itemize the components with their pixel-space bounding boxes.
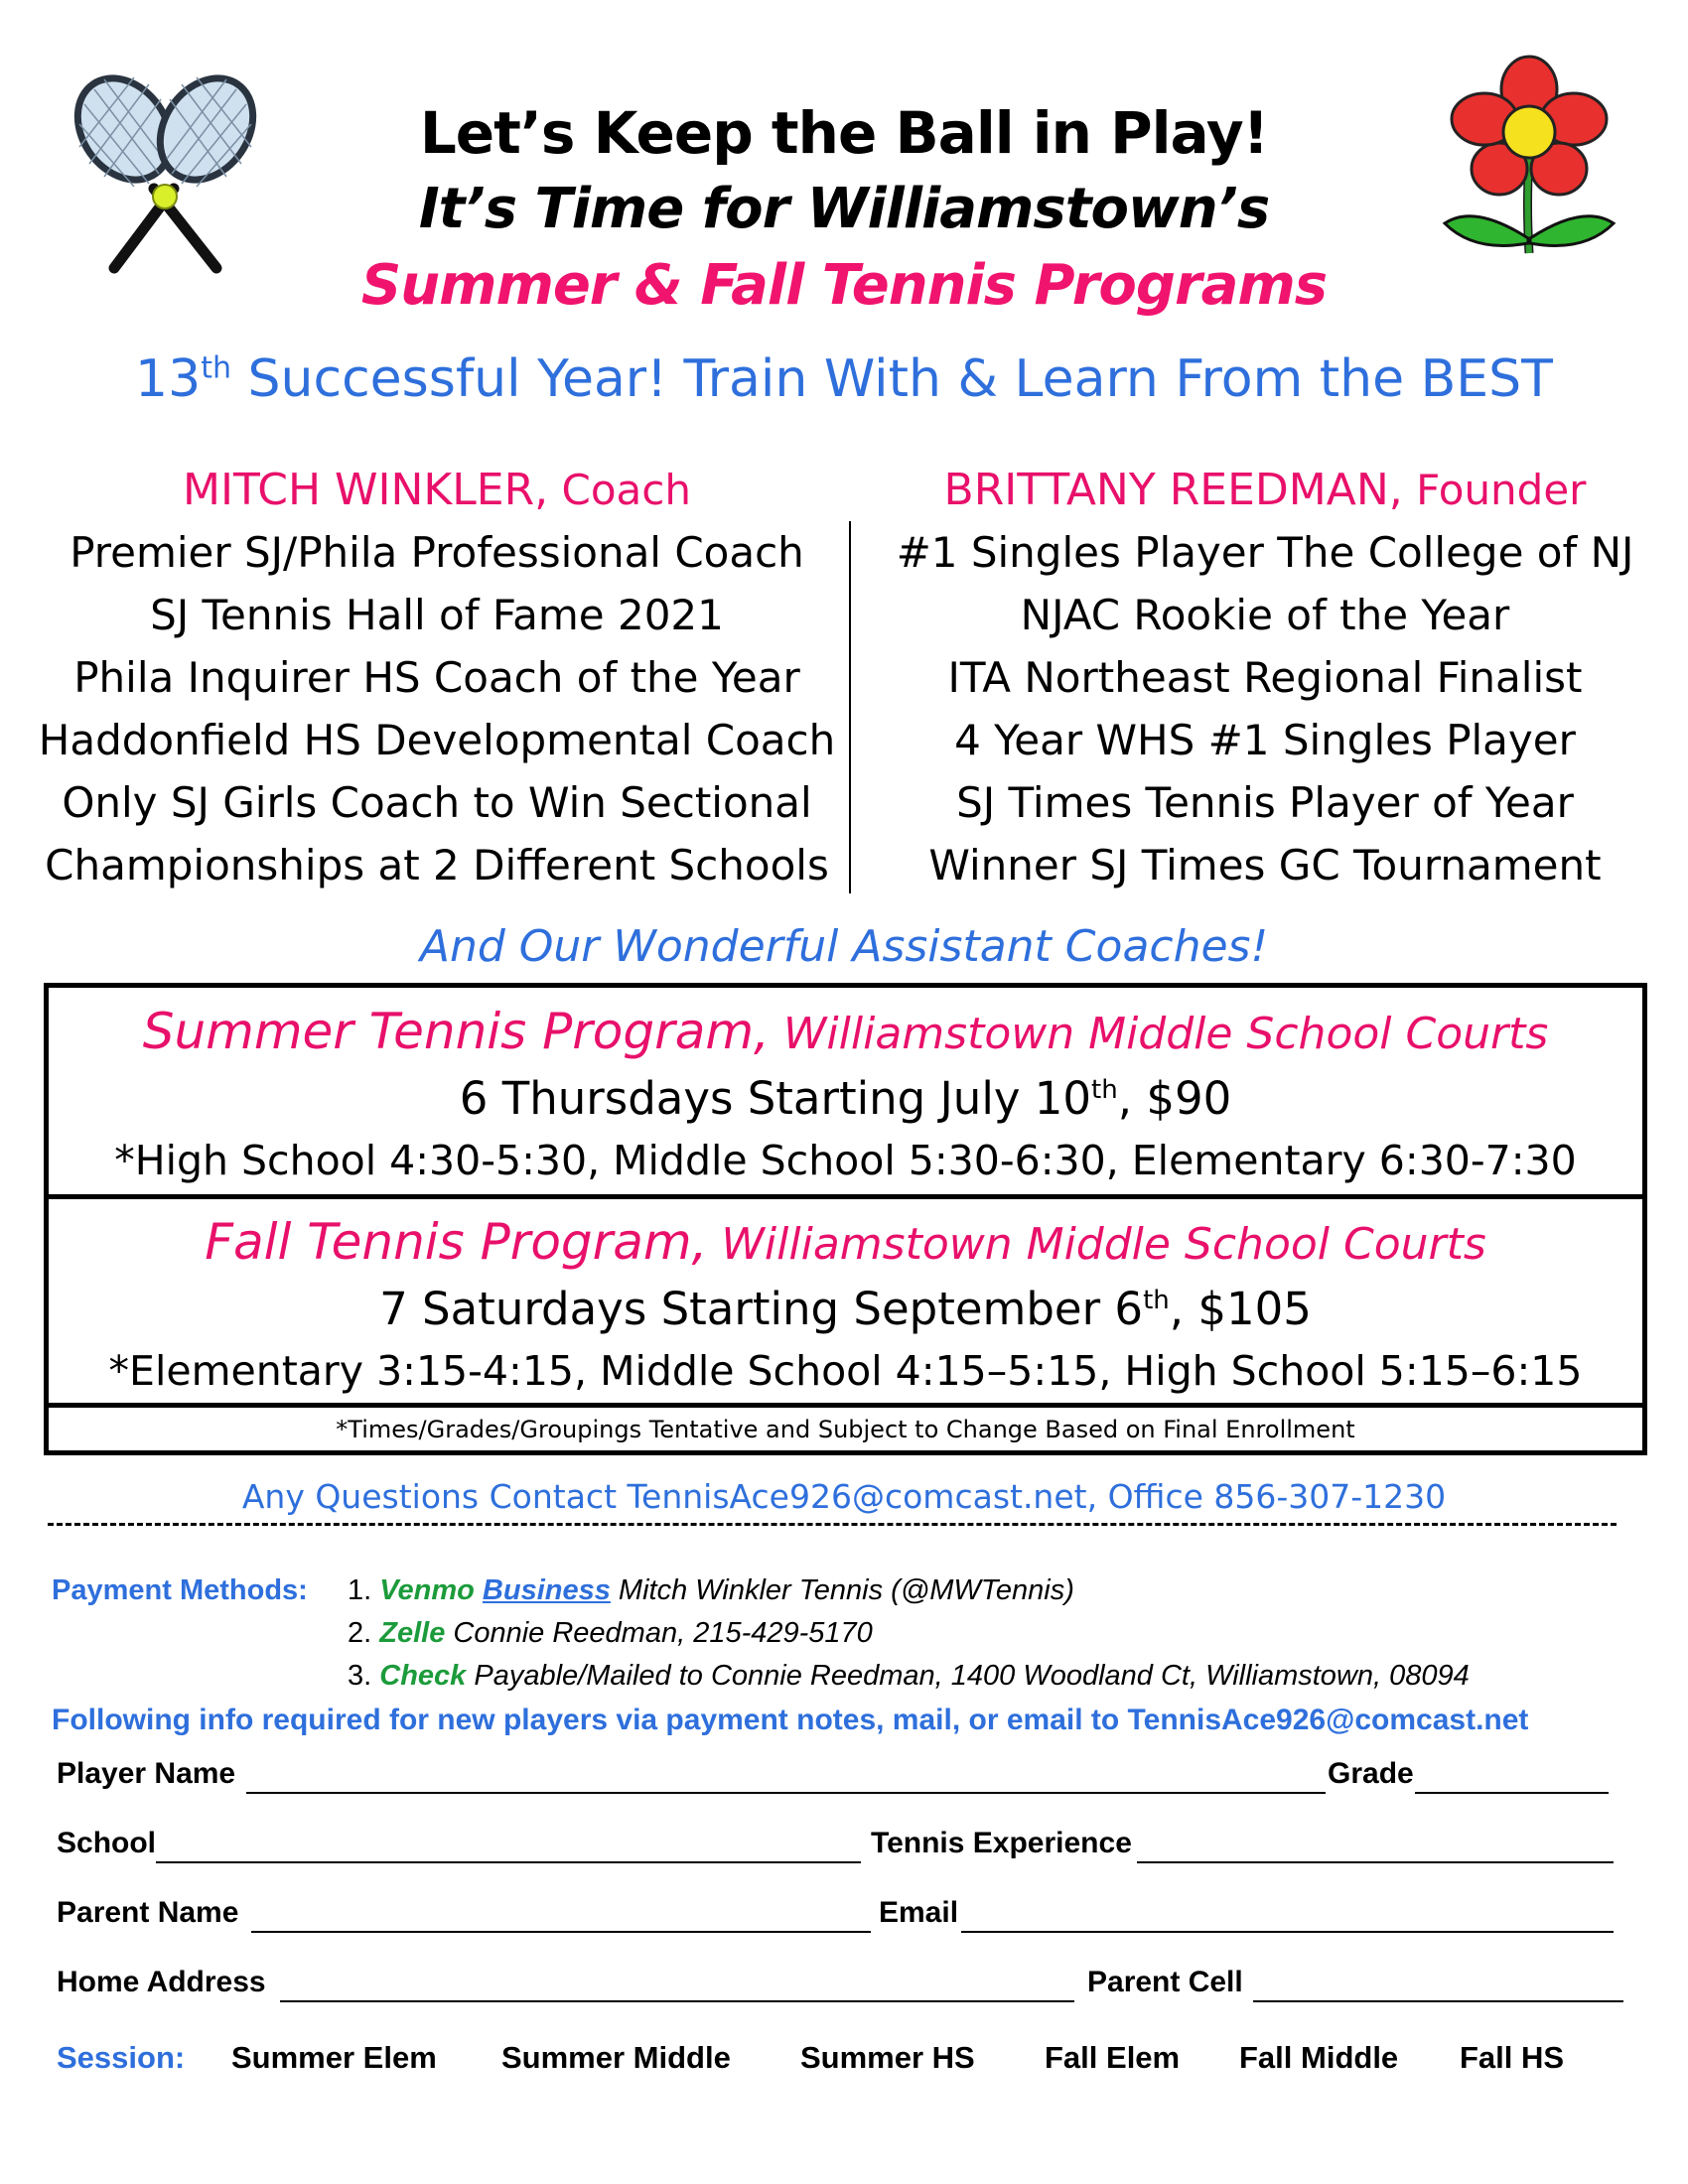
tennis-experience-field[interactable] [1137,1861,1614,1863]
founder-credential: ITA Northeast Regional Finalist [947,653,1583,702]
summer-title: Summer Tennis Program, [142,1003,770,1060]
headline [0,349,1688,409]
header-line-3: Summer & Fall Tennis Programs [360,253,1328,318]
headline-sup: th [201,350,231,386]
payment-num: 3. [348,1660,380,1692]
fall-schedule-a: 7 Saturdays Starting September 6 [379,1283,1144,1335]
headline-number: 13 [135,349,202,409]
session-option-summer-elem[interactable]: Summer Elem [231,2040,437,2075]
payment-num: 1. [348,1574,380,1606]
founder-credential: 4 Year WHS #1 Singles Player [954,716,1576,764]
founder-credential: SJ Times Tennis Player of Year [956,778,1574,827]
school-field[interactable] [156,1861,861,1863]
payment-method-check [348,1660,1470,1693]
tennis-experience-label: Tennis Experience [871,1827,1132,1859]
column-divider [849,521,851,893]
coach-role: Coach [548,466,691,514]
fall-program-title [44,1213,1647,1271]
payment-method-zelle [348,1617,873,1650]
cut-line [48,1523,1617,1526]
founder-role: Founder [1402,466,1587,514]
parent-name-label: Parent Name [57,1896,239,1929]
payment-method-venmo [348,1574,1074,1607]
coach-credential: Phila Inquirer HS Coach of the Year [73,653,800,702]
session-option-summer-hs[interactable]: Summer HS [800,2040,975,2075]
venmo-name: Venmo [379,1574,475,1606]
programs-box-divider [44,1194,1647,1199]
grade-field[interactable] [1415,1792,1609,1794]
session-option-fall-elem[interactable]: Fall Elem [1045,2040,1181,2075]
coach-credential: SJ Tennis Hall of Fame 2021 [150,591,724,639]
email-label: Email [879,1896,959,1929]
fall-schedule [44,1283,1647,1335]
coach-credential: Haddonfield HS Developmental Coach [38,716,836,764]
session-option-fall-middle[interactable]: Fall Middle [1239,2040,1399,2075]
payment-num: 2. [348,1617,380,1649]
parent-cell-label: Parent Cell [1087,1966,1243,1998]
check-detail: Payable/Mailed to Connie Reedman, 1400 Woodland Ct, Williamstown, 08094 [466,1660,1470,1692]
check-name: Check [379,1660,467,1692]
payment-methods-label: Payment Methods: [52,1574,308,1606]
home-address-label: Home Address [57,1966,266,1998]
session-option-summer-middle[interactable]: Summer Middle [501,2040,731,2075]
summer-times: *High School 4:30-5:30, Middle School 5:30-6:30, Elementary 6:30-7:30 [114,1137,1577,1184]
venmo-detail: Mitch Winkler Tennis (@MWTennis) [610,1574,1074,1606]
founder-name: BRITTANY REEDMAN, [943,465,1403,515]
founder-credential: Winner SJ Times GC Tournament [928,841,1602,889]
parent-cell-field[interactable] [1253,2000,1623,2002]
assistant-coaches-line: And Our Wonderful Assistant Coaches! [419,921,1269,972]
coach-column-left [30,459,844,896]
enrollment-note: *Times/Grades/Groupings Tentative and Subject to Change Based on Final Enrollment [336,1416,1355,1443]
coach-credential: Championships at 2 Different Schools [45,841,829,889]
player-name-field[interactable] [246,1792,1326,1794]
founder-column-right [862,459,1668,896]
header-line-1: Let’s Keep the Ball in Play! [419,99,1269,167]
venmo-business-link[interactable]: Business [482,1574,611,1606]
summer-program-title [44,1003,1647,1060]
summer-place: Williamstown Middle School Courts [769,1009,1549,1059]
contact-line: Any Questions Contact TennisAce926@comcast.net, Office 856-307-1230 [241,1477,1447,1516]
headline-text: Successful Year! Train With & Learn From the BEST [231,349,1553,409]
zelle-name: Zelle [379,1617,446,1649]
coach-name: MITCH WINKLER, [183,465,549,515]
home-address-field[interactable] [280,2000,1074,2002]
fall-times: *Elementary 3:15-4:15, Middle School 4:15–5:15, High School 5:15–6:15 [108,1347,1583,1395]
summer-schedule-sup: th [1091,1075,1118,1105]
required-info-line: Following info required for new players via payment notes, mail, or email to TennisAce926@comcast.net [52,1704,1529,1736]
fall-schedule-sup: th [1143,1286,1170,1315]
email-field[interactable] [961,1931,1614,1933]
grade-label: Grade [1328,1757,1414,1790]
session-option-fall-hs[interactable]: Fall HS [1460,2040,1565,2075]
summer-schedule-b: , $90 [1117,1072,1232,1125]
summer-schedule-a: 6 Thursdays Starting July 10 [459,1072,1092,1125]
session-label: Session: [57,2040,186,2075]
fall-place: Williamstown Middle School Courts [707,1219,1486,1270]
parent-name-field[interactable] [251,1931,871,1933]
note-divider [44,1403,1647,1408]
header-line-2: It’s Time for Williamstown’s [418,177,1270,241]
coach-name-heading [30,459,844,521]
zelle-detail: Connie Reedman, 215-429-5170 [445,1617,873,1649]
founder-name-heading [862,459,1668,521]
coach-credential: Premier SJ/Phila Professional Coach [70,528,804,577]
fall-schedule-b: , $105 [1169,1283,1312,1335]
fall-title: Fall Tennis Program, [205,1213,708,1271]
coach-credential: Only SJ Girls Coach to Win Sectional [62,778,812,827]
player-name-label: Player Name [57,1757,236,1790]
school-label: School [57,1827,157,1859]
founder-credential: NJAC Rookie of the Year [1020,591,1510,639]
founder-credential: #1 Singles Player The College of NJ [896,528,1634,577]
summer-schedule [44,1072,1647,1125]
